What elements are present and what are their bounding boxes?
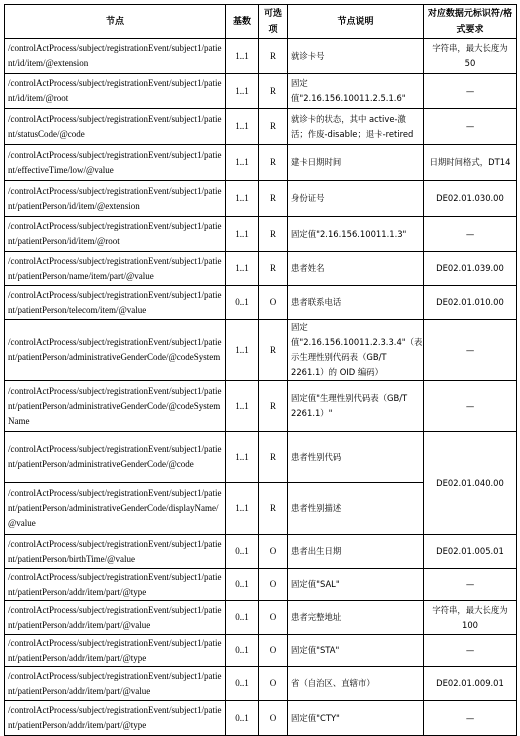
cell-requirement: — — [424, 569, 517, 601]
cell-description: 患者性别代码 — [288, 432, 424, 483]
cell-node-path: /controlActProcess/subject/registrationEvent/subject1/patient/patientPerson/administrativeGenderCode/@code — [5, 432, 226, 483]
cell-cardinality: 1..1 — [226, 252, 259, 286]
cell-requirement: 字符串，最大长度为 50 — [424, 39, 517, 74]
table-row — [5, 535, 517, 569]
cell-cardinality: 0..1 — [226, 601, 259, 635]
cell-requirement: DE02.01.030.00 — [424, 181, 517, 217]
table-row — [5, 181, 517, 217]
cell-optional: R — [259, 39, 288, 74]
cell-description: 患者出生日期 — [288, 535, 424, 569]
cell-description: 固定值"2.16.156.10011.2.3.3.4"（表示生理性别代码表（GB/T 2261.1）的 OID 编码） — [288, 320, 424, 381]
cell-cardinality: 1..1 — [226, 217, 259, 252]
cell-description: 就诊卡号 — [288, 39, 424, 74]
cell-optional: R — [259, 217, 288, 252]
cell-requirement: — — [424, 381, 517, 432]
cell-requirement: — — [424, 701, 517, 736]
cell-optional: R — [259, 381, 288, 432]
cell-optional: R — [259, 74, 288, 109]
cell-node-path: /controlActProcess/subject/registrationEvent/subject1/patient/patientPerson/addr/item/part/@type — [5, 569, 226, 601]
cell-requirement: — — [424, 320, 517, 381]
cell-description: 固定值"生理性别代码表（GB/T 2261.1）" — [288, 381, 424, 432]
table-row — [5, 569, 517, 601]
cell-description: 建卡日期时间 — [288, 145, 424, 181]
cell-description: 就诊卡的状态，其中 active-激活；作废-disable；退卡-retired — [288, 109, 424, 145]
cell-description: 固定值"2.16.156.10011.2.5.1.6" — [288, 74, 424, 109]
table-row — [5, 667, 517, 701]
cell-node-path: /controlActProcess/subject/registrationEvent/subject1/patient/patientPerson/telecom/item/@value — [5, 286, 226, 320]
cell-requirement: — — [424, 635, 517, 667]
cell-cardinality: 1..1 — [226, 432, 259, 483]
cell-optional: O — [259, 635, 288, 667]
cell-optional: O — [259, 601, 288, 635]
header-requirement: 对应数据元标识符/格式要求 — [424, 5, 517, 39]
cell-description: 固定值"CTY" — [288, 701, 424, 736]
cell-optional: R — [259, 109, 288, 145]
cell-description: 身份证号 — [288, 181, 424, 217]
table-row — [5, 701, 517, 736]
cell-requirement: DE02.01.039.00 — [424, 252, 517, 286]
cell-node-path: /controlActProcess/subject/registrationEvent/subject1/patient/patientPerson/addr/item/part/@type — [5, 635, 226, 667]
cell-requirement: — — [424, 217, 517, 252]
cell-description: 省（自治区、直辖市） — [288, 667, 424, 701]
table-row — [5, 252, 517, 286]
cell-requirement: — — [424, 109, 517, 145]
cell-node-path: /controlActProcess/subject/registrationEvent/subject1/patient/patientPerson/administrativeGenderCode/@codeSystemName — [5, 381, 226, 432]
table-row — [5, 381, 517, 432]
table-row — [5, 39, 517, 74]
cell-optional: O — [259, 667, 288, 701]
cell-description: 患者性别描述 — [288, 483, 424, 535]
cell-optional: O — [259, 535, 288, 569]
cell-cardinality: 0..1 — [226, 286, 259, 320]
header-optional: 可选项 — [259, 5, 288, 39]
cell-node-path: /controlActProcess/subject/registrationEvent/subject1/patient/patientPerson/addr/item/part/@value — [5, 601, 226, 635]
cell-cardinality: 0..1 — [226, 667, 259, 701]
cell-description: 患者联系电话 — [288, 286, 424, 320]
cell-node-path: /controlActProcess/subject/registrationEvent/subject1/patient/id/item/@extension — [5, 39, 226, 74]
cell-optional: O — [259, 286, 288, 320]
cell-node-path: /controlActProcess/subject/registrationEvent/subject1/patient/patientPerson/name/item/part/@value — [5, 252, 226, 286]
cell-cardinality: 1..1 — [226, 483, 259, 535]
cell-cardinality: 1..1 — [226, 320, 259, 381]
table-row — [5, 320, 517, 381]
cell-requirement: — — [424, 74, 517, 109]
table-row — [5, 635, 517, 667]
table-row — [5, 217, 517, 252]
cell-description: 固定值"2.16.156.10011.1.3" — [288, 217, 424, 252]
cell-requirement: 字符串，最大长度为 100 — [424, 601, 517, 635]
cell-optional: R — [259, 320, 288, 381]
cell-optional: O — [259, 569, 288, 601]
cell-cardinality: 0..1 — [226, 535, 259, 569]
cell-node-path: /controlActProcess/subject/registrationEvent/subject1/patient/effectiveTime/low/@value — [5, 145, 226, 181]
header-node: 节点 — [5, 5, 226, 39]
node-spec-table — [4, 4, 517, 736]
cell-node-path: /controlActProcess/subject/registrationEvent/subject1/patient/patientPerson/id/item/@root — [5, 217, 226, 252]
cell-description: 固定值"STA" — [288, 635, 424, 667]
cell-node-path: /controlActProcess/subject/registrationEvent/subject1/patient/patientPerson/birthTime/@value — [5, 535, 226, 569]
cell-node-path: /controlActProcess/subject/registrationEvent/subject1/patient/patientPerson/id/item/@extension — [5, 181, 226, 217]
cell-requirement: DE02.01.009.01 — [424, 667, 517, 701]
cell-optional: R — [259, 252, 288, 286]
table-row — [5, 601, 517, 635]
cell-requirement: DE02.01.010.00 — [424, 286, 517, 320]
cell-optional: R — [259, 432, 288, 483]
cell-cardinality: 1..1 — [226, 109, 259, 145]
header-description: 节点说明 — [288, 5, 424, 39]
cell-node-path: /controlActProcess/subject/registrationEvent/subject1/patient/statusCode/@code — [5, 109, 226, 145]
cell-cardinality: 1..1 — [226, 145, 259, 181]
cell-cardinality: 0..1 — [226, 635, 259, 667]
cell-node-path: /controlActProcess/subject/registrationEvent/subject1/patient/patientPerson/addr/item/part/@type — [5, 701, 226, 736]
cell-optional: R — [259, 483, 288, 535]
cell-optional: R — [259, 145, 288, 181]
cell-cardinality: 1..1 — [226, 181, 259, 217]
header-cardinality: 基数 — [226, 5, 259, 39]
cell-cardinality: 0..1 — [226, 569, 259, 601]
cell-optional: R — [259, 181, 288, 217]
cell-node-path: /controlActProcess/subject/registrationEvent/subject1/patient/patientPerson/administrativeGenderCode/displayName/@value — [5, 483, 226, 535]
cell-description: 固定值"SAL" — [288, 569, 424, 601]
table-row — [5, 286, 517, 320]
cell-cardinality: 1..1 — [226, 74, 259, 109]
header-row — [5, 5, 517, 39]
cell-requirement: 日期时间格式，DT14 — [424, 145, 517, 181]
cell-node-path: /controlActProcess/subject/registrationEvent/subject1/patient/patientPerson/addr/item/part/@value — [5, 667, 226, 701]
table-row — [5, 432, 517, 483]
cell-requirement: DE02.01.005.01 — [424, 535, 517, 569]
table-row — [5, 145, 517, 181]
cell-description: 患者完整地址 — [288, 601, 424, 635]
cell-cardinality: 1..1 — [226, 39, 259, 74]
cell-cardinality: 1..1 — [226, 381, 259, 432]
cell-description: 患者姓名 — [288, 252, 424, 286]
cell-optional: O — [259, 701, 288, 736]
cell-cardinality: 0..1 — [226, 701, 259, 736]
table-row — [5, 74, 517, 109]
cell-node-path: /controlActProcess/subject/registrationEvent/subject1/patient/id/item/@root — [5, 74, 226, 109]
cell-requirement: DE02.01.040.00 — [424, 432, 517, 535]
table-row — [5, 109, 517, 145]
cell-node-path: /controlActProcess/subject/registrationEvent/subject1/patient/patientPerson/administrativeGenderCode/@codeSystem — [5, 320, 226, 381]
